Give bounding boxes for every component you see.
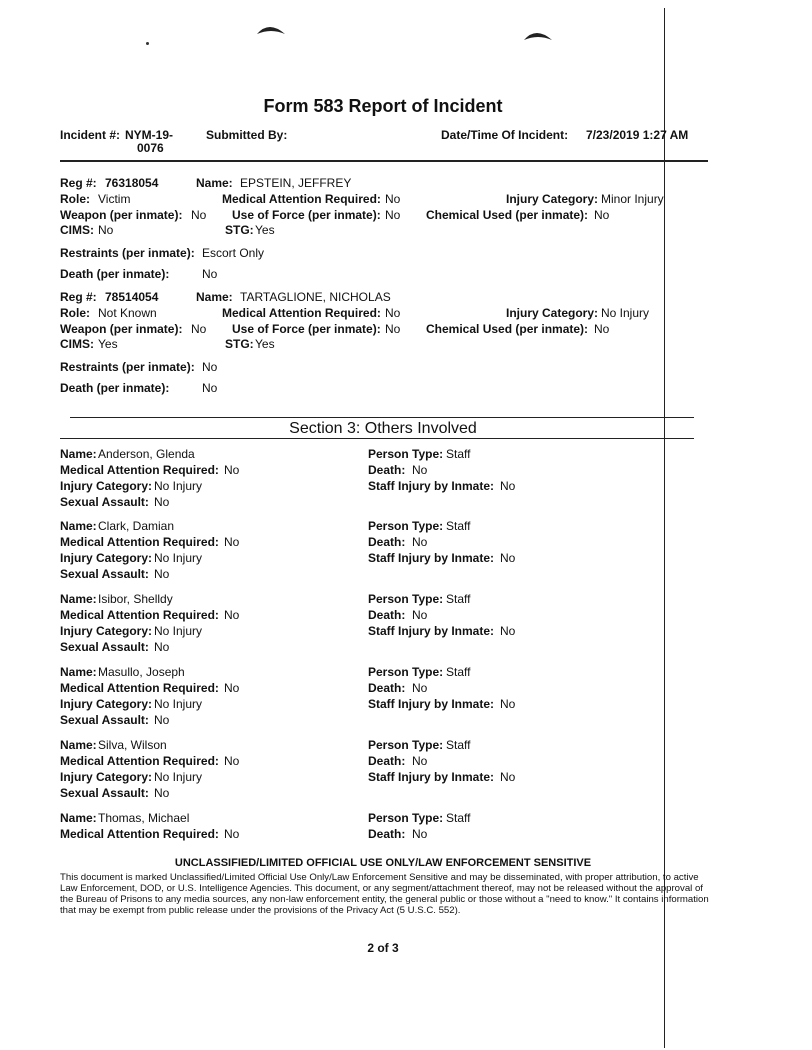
cims-label: CIMS: bbox=[60, 223, 94, 237]
person-name: Thomas, Michael bbox=[98, 811, 190, 825]
name-label: Name: bbox=[196, 290, 233, 304]
sexual-assault-value: No bbox=[154, 640, 170, 654]
disclaimer-text: This document is marked Unclassified/Limited Official Use Only/Law Enforcement Sensitive and may be disseminated, with proper attribution, to active Law Enforcement, DOD, or U.S. Intelligence Agencies. This document, or any segment/attachment thereof, may not be released without the approval of the Bureau of Prisons to any media sources, any non-law enforcement entity, the general public or those without a "need to know." It contains information that may be exempt from public release under the provisions of the Privacy Act (5 U.S.C. 552). bbox=[60, 872, 709, 916]
medical-label: Medical Attention Required: bbox=[222, 306, 381, 320]
sexual-assault-label: Sexual Assault: bbox=[60, 640, 149, 654]
injury-value: No Injury bbox=[154, 551, 203, 565]
weapon-label: Weapon (per inmate): bbox=[60, 208, 183, 222]
death-label: Death: bbox=[368, 608, 406, 622]
person-type-label: Person Type: bbox=[368, 519, 444, 533]
death-value: No bbox=[412, 535, 428, 549]
person-name: Silva, Wilson bbox=[98, 738, 167, 752]
medical-value: No bbox=[224, 827, 240, 841]
injury-label: Injury Category: bbox=[60, 479, 153, 493]
reg-label: Reg #: bbox=[60, 176, 97, 190]
medical-label: Medical Attention Required: bbox=[60, 754, 219, 768]
punch-mark-icon bbox=[255, 22, 287, 36]
person-type-value: Staff bbox=[446, 811, 471, 825]
death-value: No bbox=[202, 381, 218, 395]
sexual-assault-label: Sexual Assault: bbox=[60, 786, 149, 800]
weapon-value: No bbox=[191, 322, 207, 336]
staff-injury-label: Staff Injury by Inmate: bbox=[368, 624, 495, 638]
death-value: No bbox=[412, 608, 428, 622]
name-value: TARTAGLIONE, NICHOLAS bbox=[240, 290, 391, 304]
staff-injury-value: No bbox=[500, 551, 516, 565]
stg-value: Yes bbox=[255, 337, 275, 351]
weapon-value: No bbox=[191, 208, 207, 222]
medical-label: Medical Attention Required: bbox=[60, 463, 219, 477]
staff-injury-label: Staff Injury by Inmate: bbox=[368, 551, 495, 565]
injury-value: No Injury bbox=[154, 697, 203, 711]
force-label: Use of Force (per inmate): bbox=[232, 322, 381, 336]
staff-injury-label: Staff Injury by Inmate: bbox=[368, 479, 495, 493]
person-name: Isibor, Shelldy bbox=[98, 592, 173, 606]
injury-label: Injury Category: bbox=[60, 551, 153, 565]
injury-label: Injury Category: bbox=[60, 697, 153, 711]
chemical-label: Chemical Used (per inmate): bbox=[426, 322, 589, 336]
medical-label: Medical Attention Required: bbox=[222, 192, 381, 206]
name-label: Name: bbox=[196, 176, 233, 190]
death-value: No bbox=[412, 463, 428, 477]
header-divider bbox=[60, 160, 708, 162]
role-label: Role: bbox=[60, 306, 90, 320]
death-label: Death (per inmate): bbox=[60, 381, 170, 395]
cims-value: Yes bbox=[98, 337, 118, 351]
chemical-value: No bbox=[594, 322, 610, 336]
person-type-label: Person Type: bbox=[368, 665, 444, 679]
page-number: 2 of 3 bbox=[367, 941, 399, 955]
person-name: Masullo, Joseph bbox=[98, 665, 185, 679]
speck-mark bbox=[146, 42, 149, 45]
sexual-assault-value: No bbox=[154, 495, 170, 509]
reg-label: Reg #: bbox=[60, 290, 97, 304]
injury-label: Injury Category: bbox=[506, 192, 599, 206]
injury-label: Injury Category: bbox=[506, 306, 599, 320]
section-divider-bottom bbox=[60, 438, 694, 439]
death-label: Death: bbox=[368, 463, 406, 477]
person-type-label: Person Type: bbox=[368, 811, 444, 825]
medical-value: No bbox=[224, 463, 240, 477]
sexual-assault-label: Sexual Assault: bbox=[60, 567, 149, 581]
cims-label: CIMS: bbox=[60, 337, 94, 351]
force-value: No bbox=[385, 208, 401, 222]
restraints-label: Restraints (per inmate): bbox=[60, 360, 195, 374]
sexual-assault-label: Sexual Assault: bbox=[60, 495, 149, 509]
person-name: Clark, Damian bbox=[98, 519, 175, 533]
medical-value: No bbox=[224, 754, 240, 768]
chemical-label: Chemical Used (per inmate): bbox=[426, 208, 589, 222]
stg-value: Yes bbox=[255, 223, 275, 237]
incident-number-label: Incident #: bbox=[60, 128, 121, 142]
death-label: Death: bbox=[368, 827, 406, 841]
person-name-label: Name: bbox=[60, 447, 97, 461]
section-3-title: Section 3: Others Involved bbox=[289, 420, 477, 437]
restraints-value: Escort Only bbox=[202, 246, 265, 260]
datetime-label: Date/Time Of Incident: bbox=[441, 128, 569, 142]
section-divider-top bbox=[70, 417, 694, 418]
person-type-value: Staff bbox=[446, 665, 471, 679]
person-type-value: Staff bbox=[446, 447, 471, 461]
injury-value: No Injury bbox=[154, 624, 203, 638]
classification-banner: UNCLASSIFIED/LIMITED OFFICIAL USE ONLY/LAW ENFORCEMENT SENSITIVE bbox=[174, 857, 592, 869]
death-value: No bbox=[412, 681, 428, 695]
person-type-label: Person Type: bbox=[368, 592, 444, 606]
staff-injury-value: No bbox=[500, 770, 516, 784]
death-value: No bbox=[412, 754, 428, 768]
injury-value: No Injury bbox=[154, 770, 203, 784]
staff-injury-label: Staff Injury by Inmate: bbox=[368, 770, 495, 784]
force-value: No bbox=[385, 322, 401, 336]
death-label: Death: bbox=[368, 754, 406, 768]
person-name-label: Name: bbox=[60, 811, 97, 825]
stg-label: STG: bbox=[225, 223, 254, 237]
form-title: Form 583 Report of Incident bbox=[263, 96, 503, 116]
injury-value: No Injury bbox=[154, 479, 203, 493]
staff-injury-value: No bbox=[500, 624, 516, 638]
datetime-value: 7/23/2019 1:27 AM bbox=[586, 128, 689, 142]
medical-label: Medical Attention Required: bbox=[60, 681, 219, 695]
injury-label: Injury Category: bbox=[60, 770, 153, 784]
death-label: Death: bbox=[368, 681, 406, 695]
medical-label: Medical Attention Required: bbox=[60, 535, 219, 549]
force-label: Use of Force (per inmate): bbox=[232, 208, 381, 222]
chemical-value: No bbox=[594, 208, 610, 222]
person-type-label: Person Type: bbox=[368, 738, 444, 752]
injury-value: Minor Injury bbox=[601, 192, 664, 206]
staff-injury-value: No bbox=[500, 479, 516, 493]
role-value: Not Known bbox=[98, 306, 157, 320]
reg-value: 76318054 bbox=[105, 176, 159, 190]
sexual-assault-value: No bbox=[154, 786, 170, 800]
person-type-label: Person Type: bbox=[368, 447, 444, 461]
restraints-label: Restraints (per inmate): bbox=[60, 246, 195, 260]
role-label: Role: bbox=[60, 192, 90, 206]
person-name-label: Name: bbox=[60, 665, 97, 679]
cims-value: No bbox=[98, 223, 114, 237]
role-value: Victim bbox=[98, 192, 131, 206]
stg-label: STG: bbox=[225, 337, 254, 351]
restraints-value: No bbox=[202, 360, 218, 374]
name-value: EPSTEIN, JEFFREY bbox=[240, 176, 352, 190]
person-name-label: Name: bbox=[60, 519, 97, 533]
sexual-assault-value: No bbox=[154, 713, 170, 727]
death-value: No bbox=[202, 267, 218, 281]
person-type-value: Staff bbox=[446, 738, 471, 752]
sexual-assault-label: Sexual Assault: bbox=[60, 713, 149, 727]
person-type-value: Staff bbox=[446, 519, 471, 533]
incident-number-value: NYM-19- bbox=[125, 128, 174, 142]
medical-value: No bbox=[385, 306, 401, 320]
punch-mark-icon bbox=[522, 28, 554, 42]
medical-value: No bbox=[224, 608, 240, 622]
injury-value: No Injury bbox=[601, 306, 650, 320]
medical-value: No bbox=[385, 192, 401, 206]
medical-label: Medical Attention Required: bbox=[60, 827, 219, 841]
sexual-assault-value: No bbox=[154, 567, 170, 581]
medical-value: No bbox=[224, 681, 240, 695]
reg-value: 78514054 bbox=[105, 290, 159, 304]
death-label: Death (per inmate): bbox=[60, 267, 170, 281]
death-value: No bbox=[412, 827, 428, 841]
staff-injury-label: Staff Injury by Inmate: bbox=[368, 697, 495, 711]
staff-injury-value: No bbox=[500, 697, 516, 711]
person-name-label: Name: bbox=[60, 592, 97, 606]
medical-label: Medical Attention Required: bbox=[60, 608, 219, 622]
incident-number-value-cont: 0076 bbox=[137, 141, 164, 155]
weapon-label: Weapon (per inmate): bbox=[60, 322, 183, 336]
death-label: Death: bbox=[368, 535, 406, 549]
submitted-by-label: Submitted By: bbox=[206, 128, 288, 142]
medical-value: No bbox=[224, 535, 240, 549]
person-name: Anderson, Glenda bbox=[98, 447, 195, 461]
injury-label: Injury Category: bbox=[60, 624, 153, 638]
person-name-label: Name: bbox=[60, 738, 97, 752]
person-type-value: Staff bbox=[446, 592, 471, 606]
